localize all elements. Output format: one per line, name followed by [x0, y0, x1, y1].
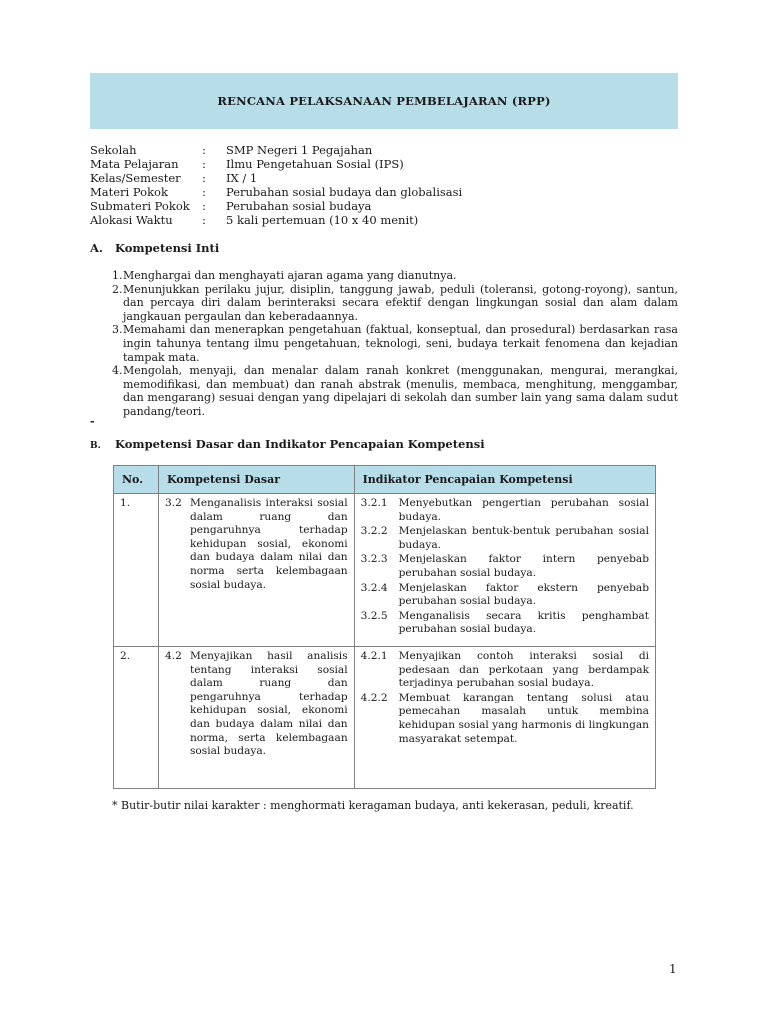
- identity-colon: :: [202, 143, 206, 157]
- list-item-text: Mengolah, menyaji, dan menalar dalam ranah konkret (menggunakan, mengurai, merangkai, memodifikasi, dan membuat) dan ranah abstrak (menulis, membaca, menghitung, menggambar, dan mengarang) sesuai dengan yang dipelajari di sekolah dan sumber lain yang sama dalam sudut pandang/teori.: [123, 364, 678, 418]
- section-a-title: Kompetensi Inti: [115, 241, 220, 255]
- identity-value: IX / 1: [226, 171, 258, 185]
- list-item-text: Menunjukkan perilaku jujur, disiplin, tanggung jawab, peduli (toleransi, gotong-royong), santun, dan percaya diri dalam berinteraksi secara efektif dengan lingkungan sosial dan alam dalam jangkauan pergaulan dan keberadaannya.: [123, 282, 678, 323]
- indicator-code: 3.2.3: [360, 553, 388, 566]
- list-item-text: Menghargai dan menghayati ajaran agama yang dianutnya.: [123, 269, 457, 282]
- indicator-item: [361, 582, 649, 609]
- character-values-note: * Butir-butir nilai karakter : menghormati keragaman budaya, anti kekerasan, peduli, kreatif.: [112, 799, 634, 812]
- kd-cell: [158, 494, 354, 647]
- identity-row-subject: [90, 157, 680, 171]
- list-item: [112, 283, 678, 324]
- core-competency-list: [112, 269, 678, 419]
- identity-value: Perubahan sosial budaya dan globalisasi: [226, 185, 463, 199]
- identity-label: Sekolah: [90, 143, 137, 157]
- indicator-cell: [354, 647, 655, 789]
- identity-label: Submateri Pokok: [90, 199, 190, 213]
- indicator-text: Menjelaskan faktor intern penyebab perubahan sosial budaya.: [398, 553, 649, 579]
- list-item-number: 2.: [112, 282, 123, 296]
- indicator-item: [361, 525, 649, 552]
- identity-block: [90, 143, 680, 227]
- indicator-code: 3.2.2: [360, 525, 388, 538]
- table-header-row: [114, 466, 656, 494]
- indicator-code: 3.2.1: [360, 497, 388, 509]
- identity-row-topic: [90, 185, 680, 199]
- page-number: 1: [669, 962, 677, 976]
- identity-label: Mata Pelajaran: [90, 157, 179, 171]
- identity-colon: :: [202, 199, 206, 213]
- indicator-code: 3.2.4: [360, 581, 388, 594]
- indicator-text: Menyebutkan pengertian perubahan sosial budaya.: [398, 497, 649, 523]
- title-band: [90, 73, 678, 129]
- identity-row-school: [90, 143, 680, 157]
- indicator-text: Menjelaskan faktor ekstern penyebab perubahan sosial budaya.: [398, 581, 649, 608]
- identity-colon: :: [202, 185, 206, 199]
- table-row: [114, 494, 656, 647]
- kd-cell: [158, 647, 354, 789]
- list-item-number: 1.: [112, 269, 123, 282]
- dash-marker: -: [90, 415, 95, 428]
- indicator-cell: [354, 494, 655, 647]
- section-a-letter: A.: [90, 241, 103, 255]
- kd-text: Menyajikan hasil analisis tentang interaksi sosial dalam ruang dan pengaruhnya terhadap kehidupan sosial, ekonomi dan budaya dalam nilai dan norma, serta kelembagaan sosial budaya.: [189, 650, 348, 758]
- row-number: 2.: [114, 647, 159, 789]
- identity-value: SMP Negeri 1 Pegajahan: [226, 143, 373, 157]
- indicator-item: [361, 610, 649, 637]
- identity-row-time: [90, 213, 680, 227]
- indicator-text: Membuat karangan tentang solusi atau pemecahan masalah untuk membina kehidupan sosial yang harmonis di lingkungan masyarakat setempat.: [398, 691, 649, 745]
- identity-colon: :: [202, 213, 206, 227]
- kd-text: Menganalisis interaksi sosial dalam ruang dan pengaruhnya terhadap kehidupan sosial, ekonomi dan budaya dalam nilai dan norma serta kelembagaan sosial budaya.: [189, 497, 348, 591]
- section-b-letter: B.: [90, 441, 101, 451]
- kd-code: 3.2: [164, 497, 182, 509]
- list-item: [112, 323, 678, 364]
- identity-colon: :: [202, 171, 206, 185]
- competency-table: [113, 465, 656, 789]
- list-item-text: Memahami dan menerapkan pengetahuan (faktual, konseptual, dan prosedural) berdasarkan rasa ingin tahunya tentang ilmu pengetahuan, teknologi, seni, budaya terkait fenomena dan kejadian tampak mata.: [123, 323, 678, 364]
- indicator-item: [361, 553, 649, 580]
- row-number: 1.: [114, 494, 159, 647]
- column-header-no: No.: [114, 466, 159, 494]
- identity-label: Kelas/Semester: [90, 171, 181, 185]
- column-header-indicator: Indikator Pencapaian Kompetensi: [354, 466, 655, 494]
- document-title: RENCANA PELAKSANAAN PEMBELAJARAN (RPP): [217, 94, 551, 108]
- indicator-code: 4.2.1: [360, 650, 388, 662]
- list-item-number: 3.: [112, 323, 123, 337]
- table-row: [114, 647, 656, 789]
- identity-value: 5 kali pertemuan (10 x 40 menit): [226, 213, 419, 227]
- indicator-code: 4.2.2: [360, 691, 388, 704]
- indicator-code: 3.2.5: [360, 609, 388, 622]
- indicator-text: Menganalisis secara kritis penghambat perubahan sosial budaya.: [398, 609, 649, 636]
- list-item-number: 4.: [112, 364, 123, 378]
- identity-label: Alokasi Waktu: [90, 213, 173, 227]
- indicator-text: Menjelaskan bentuk-bentuk perubahan sosial budaya.: [398, 525, 649, 551]
- identity-row-subtopic: [90, 199, 680, 213]
- list-item: [112, 364, 678, 418]
- list-item: [112, 269, 678, 283]
- indicator-item: [361, 650, 649, 691]
- identity-value: Perubahan sosial budaya: [226, 199, 372, 213]
- identity-row-class: [90, 171, 680, 185]
- kd-code: 4.2: [164, 650, 182, 662]
- section-b-heading: [90, 437, 485, 451]
- section-b-title: Kompetensi Dasar dan Indikator Pencapaian Kompetensi: [115, 437, 485, 451]
- kd-item: [165, 497, 348, 592]
- identity-colon: :: [202, 157, 206, 171]
- indicator-item: [361, 692, 649, 746]
- indicator-text: Menyajikan contoh interaksi sosial di pedesaan dan perkotaan yang berdampak terjadinya perubahan sosial budaya.: [398, 650, 649, 690]
- indicator-item: [361, 497, 649, 524]
- identity-label: Materi Pokok: [90, 185, 168, 199]
- identity-value: Ilmu Pengetahuan Sosial (IPS): [226, 157, 404, 171]
- kd-item: [165, 650, 348, 759]
- section-a-heading: [90, 241, 219, 255]
- column-header-kd: Kompetensi Dasar: [158, 466, 354, 494]
